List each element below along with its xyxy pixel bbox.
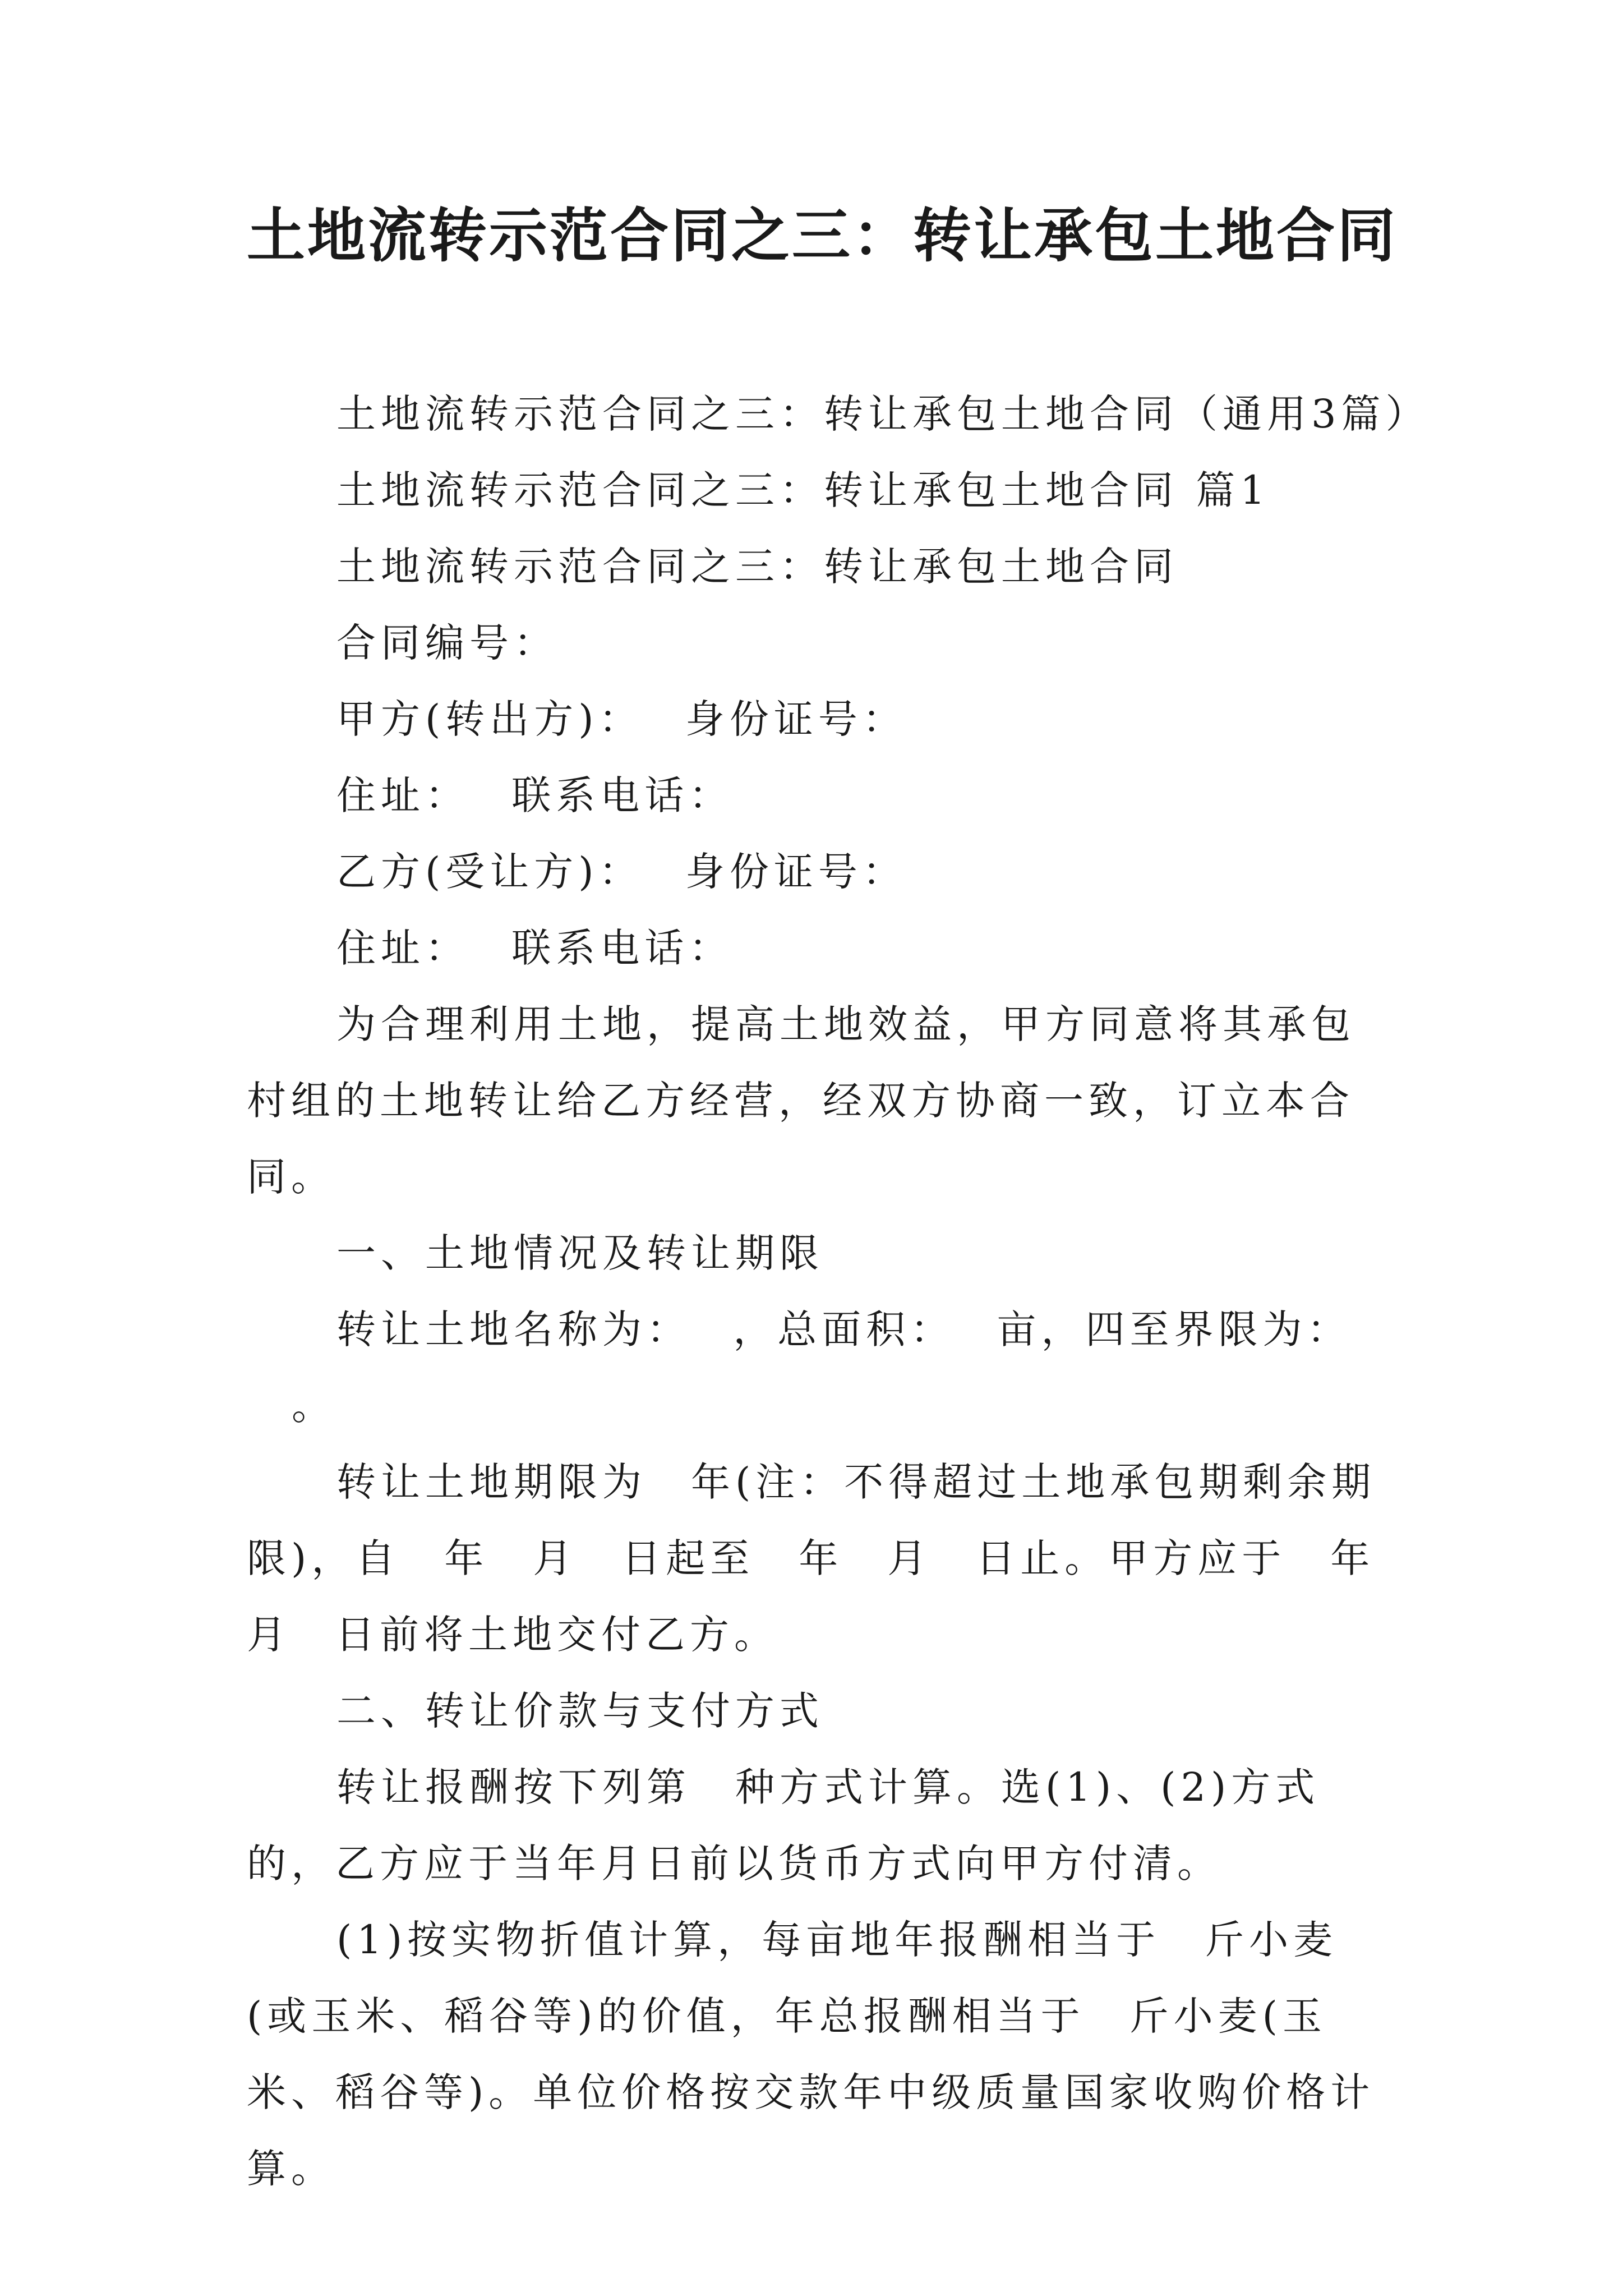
paragraph-land-boundary-end: 。 — [292, 1383, 336, 1429]
paragraph-payment-method: 转让报酬按下列第 种方式计算。选(1)、(2)方式的，乙方应于当年月日前以货币方式向甲方付清。 — [247, 1764, 1320, 1887]
paragraph-party-b: 乙方(受让方)： 身份证号： — [336, 849, 907, 895]
paragraph-land-description: 转让土地名称为： ，总面积： 亩，四至界限为： — [336, 1306, 1352, 1352]
paragraph-party-b-address: 住址： 联系电话： — [336, 925, 734, 971]
paragraph-party-a-address: 住址： 联系电话： — [336, 772, 734, 818]
paragraph-heading-part1: 土地流转示范合同之三：转让承包土地合同 篇1 — [336, 467, 1270, 513]
paragraph-transfer-term: 转让土地期限为 年(注：不得超过土地承包期剩余期限)，自 年 月 日起至 年 月 日止。甲方应于 年 月 日前将土地交付乙方。 — [247, 1459, 1419, 1658]
paragraph-preamble: 为合理利用土地，提高土地效益，甲方同意将其承包村组的土地转让给乙方经营，经双方协商一致，订立本合同。 — [247, 1001, 1355, 1200]
paragraph-party-a: 甲方(转出方)： 身份证号： — [336, 696, 907, 742]
section-heading-land-term: 一、土地情况及转让期限 — [336, 1230, 824, 1276]
document-body — [247, 376, 1430, 2207]
paragraph-contract-name: 土地流转示范合同之三：转让承包土地合同 — [336, 544, 1178, 590]
section-heading-payment: 二、转让价款与支付方式 — [336, 1688, 824, 1734]
paragraph-heading-general: 土地流转示范合同之三：转让承包土地合同（通用3篇） — [336, 391, 1430, 437]
document-title: 土地流转示范合同之三：转让承包土地合同 — [247, 201, 1398, 270]
paragraph-payment-option-1: (1)按实物折值计算，每亩地年报酬相当于 斤小麦(或玉米、稻谷等)的价值，年总报酬相当于 斤小麦(玉米、稻谷等)。单位价格按交款年中级质量国家收购价格计算。 — [247, 1917, 1375, 2192]
paragraph-contract-number: 合同编号： — [336, 620, 558, 666]
